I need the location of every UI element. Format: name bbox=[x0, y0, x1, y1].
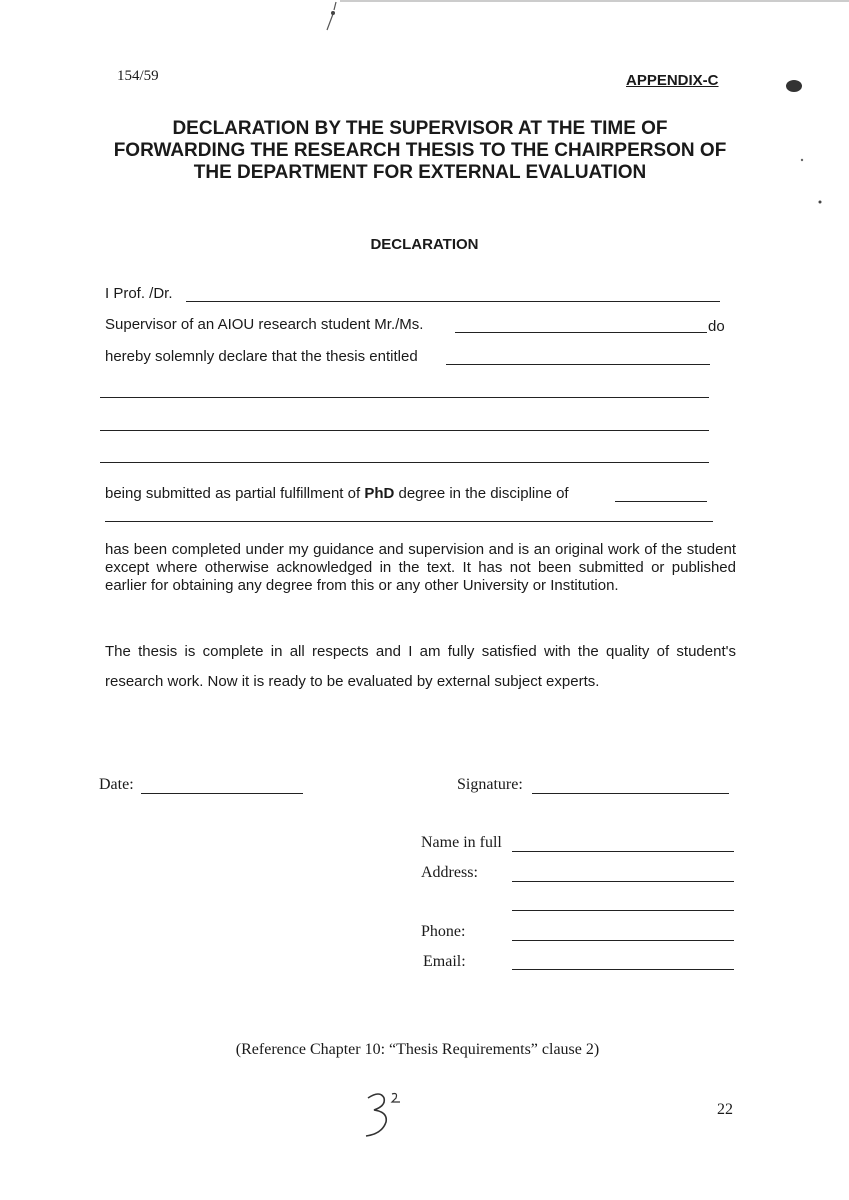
document-title: DECLARATION BY THE SUPERVISOR AT THE TIME OF FORWARDING THE RESEARCH THESIS TO THE CHAIRPERSON OF THE DEPARTMENT FOR EXTERNAL EVALUATION bbox=[113, 118, 727, 183]
reference-note: (Reference Chapter 10: “Thesis Requirements” clause 2) bbox=[235, 1041, 600, 1058]
prof-label: I Prof. /Dr. bbox=[105, 285, 173, 302]
date-field[interactable] bbox=[141, 793, 303, 794]
address-field[interactable] bbox=[512, 881, 734, 882]
completion-paragraph: The thesis is complete in all respects and I am fully satisfied with the quality of student's research work. Now it is ready to be evaluated by external subject experts. bbox=[105, 643, 736, 690]
appendix-label: APPENDIX-C bbox=[626, 72, 719, 89]
thesis-title-line-4[interactable] bbox=[100, 462, 709, 463]
submitted-suffix: degree in the discipline of bbox=[394, 485, 569, 502]
address-field-line-2[interactable] bbox=[512, 910, 734, 911]
signature-field[interactable] bbox=[532, 793, 729, 794]
name-field[interactable] bbox=[512, 851, 734, 852]
email-field[interactable] bbox=[512, 969, 734, 970]
declaration-heading: DECLARATION bbox=[370, 236, 479, 253]
address-label: Address: bbox=[421, 864, 478, 881]
phone-label: Phone: bbox=[421, 923, 466, 940]
page-number: 22 bbox=[717, 1101, 733, 1118]
student-name-field[interactable] bbox=[455, 332, 707, 333]
supervisor-label: Supervisor of an AIOU research student Mr./Ms. bbox=[105, 316, 424, 333]
discipline-field-line-2[interactable] bbox=[105, 521, 713, 522]
email-label: Email: bbox=[423, 953, 466, 970]
originality-paragraph: has been completed under my guidance and supervision and is an original work of the student except where otherwise acknowledged in the text. It has not been submitted or published earlier for obtaining any degree from this or any other University or Institution. bbox=[105, 541, 736, 594]
thesis-title-line-2[interactable] bbox=[100, 397, 709, 398]
thesis-title-line-3[interactable] bbox=[100, 430, 709, 431]
thesis-label: hereby solemnly declare that the thesis entitled bbox=[105, 348, 418, 365]
signature-label: Signature: bbox=[457, 776, 523, 793]
name-label: Name in full bbox=[421, 834, 502, 851]
degree-name: PhD bbox=[364, 485, 395, 502]
date-label: Date: bbox=[99, 776, 134, 793]
phone-field[interactable] bbox=[512, 940, 734, 941]
supervisor-suffix: do bbox=[708, 318, 725, 335]
discipline-field[interactable] bbox=[615, 501, 707, 502]
submitted-prefix: being submitted as partial fulfillment of bbox=[105, 485, 365, 502]
submitted-statement bbox=[105, 485, 569, 502]
handwritten-mark bbox=[360, 1088, 410, 1140]
thesis-title-field[interactable] bbox=[446, 364, 710, 365]
reference-code: 154/59 bbox=[117, 68, 159, 84]
prof-name-field[interactable] bbox=[186, 301, 720, 302]
